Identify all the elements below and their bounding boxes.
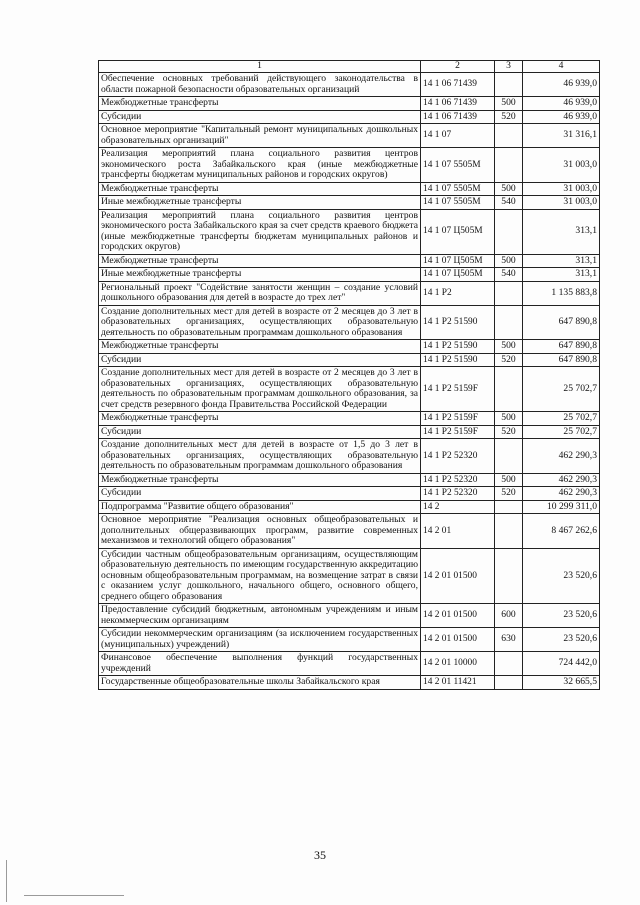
- row-name-cell: Обеспечение основных требований действующего законодательства в области пожарной безопасности образовательных организаций: [99, 73, 421, 97]
- table-row: [99, 500, 600, 514]
- table-row: [99, 124, 600, 148]
- row-code-cell: 14 2 01 01500: [421, 628, 495, 652]
- row-code-cell: 14 1 P2 5159F: [421, 425, 495, 439]
- row-expense-type-cell: 600: [495, 604, 523, 628]
- column-header-2: 2: [421, 61, 495, 73]
- row-code-cell: 14 1 06 71439: [421, 97, 495, 111]
- row-code-cell: 14 1 07 5505M: [421, 182, 495, 196]
- row-name-cell: Межбюджетные трансферты: [99, 412, 421, 426]
- table-row: [99, 268, 600, 282]
- row-code-cell: 14 1 07 Ц505M: [421, 209, 495, 254]
- row-name-cell: Финансовое обеспечение выполнения функций государственных учреждений: [99, 652, 421, 676]
- row-name-cell: Основное мероприятие "Реализация основных общеобразовательных и дополнительных общеразвивающих программ, развитие современных механизмов и технологий общего образования": [99, 514, 421, 549]
- row-expense-type-cell: 500: [495, 340, 523, 354]
- page-number: 35: [314, 848, 326, 862]
- table-row: [99, 254, 600, 268]
- column-header-1: 1: [99, 61, 421, 73]
- table-row: [99, 548, 600, 604]
- row-expense-type-cell: 520: [495, 110, 523, 124]
- table-row: [99, 676, 600, 690]
- row-code-cell: 14 1 P2 52320: [421, 487, 495, 501]
- row-expense-type-cell: [495, 305, 523, 340]
- row-expense-type-cell: [495, 73, 523, 97]
- table-row: [99, 281, 600, 305]
- row-name-cell: Создание дополнительных мест для детей в возрасте от 2 месяцев до 3 лет в образовательных организациях, осуществляющих образовательную деятельность по образовательным программам дошкольного образования, за счет средств резервного фонда Правительства Российской Федерации: [99, 367, 421, 412]
- row-name-cell: Субсидии некоммерческим организациям (за исключением государственных (муниципальных) учреждений): [99, 628, 421, 652]
- row-code-cell: 14 1 06 71439: [421, 110, 495, 124]
- row-amount-cell: 46 939,0: [523, 110, 600, 124]
- table-row: [99, 97, 600, 111]
- row-amount-cell: 1 135 883,8: [523, 281, 600, 305]
- row-code-cell: 14 2 01: [421, 514, 495, 549]
- row-name-cell: Создание дополнительных мест для детей в возрасте от 2 месяцев до 3 лет в образовательных организациях, осуществляющих образовательную деятельность по образовательным программам дошкольного образования: [99, 305, 421, 340]
- table-row: [99, 439, 600, 474]
- row-name-cell: Субсидии: [99, 425, 421, 439]
- row-name-cell: Иные межбюджетные трансферты: [99, 196, 421, 210]
- row-expense-type-cell: 540: [495, 268, 523, 282]
- row-expense-type-cell: [495, 209, 523, 254]
- row-name-cell: Межбюджетные трансферты: [99, 254, 421, 268]
- table-row: [99, 487, 600, 501]
- row-code-cell: 14 1 07 Ц505M: [421, 254, 495, 268]
- row-expense-type-cell: 520: [495, 353, 523, 367]
- row-amount-cell: 23 520,6: [523, 628, 600, 652]
- row-expense-type-cell: [495, 367, 523, 412]
- column-header-4: 4: [523, 61, 600, 73]
- row-name-cell: Создание дополнительных мест для детей в возрасте от 1,5 до 3 лет в образовательных организациях, осуществляющих образовательную деятельность по образовательным программам дошкольного образования: [99, 439, 421, 474]
- row-code-cell: 14 1 07 5505M: [421, 148, 495, 183]
- row-amount-cell: 32 665,5: [523, 676, 600, 690]
- table-row: [99, 110, 600, 124]
- table-row: [99, 209, 600, 254]
- row-code-cell: 14 1 P2 51590: [421, 305, 495, 340]
- row-name-cell: Реализация мероприятий плана социального развития центров экономического роста Забайкальского края за счет средств краевого бюджета (иные межбюджетные трансферты бюджетам муниципальных районов и городских округов): [99, 209, 421, 254]
- row-amount-cell: 313,1: [523, 254, 600, 268]
- row-name-cell: Реализация мероприятий плана социального развития центров экономического роста Забайкальского края (иные межбюджетные трансферты бюджетам муниципальных районов и городских округов): [99, 148, 421, 183]
- row-amount-cell: 462 290,3: [523, 473, 600, 487]
- table-row: [99, 340, 600, 354]
- row-amount-cell: 647 890,8: [523, 353, 600, 367]
- row-expense-type-cell: 630: [495, 628, 523, 652]
- row-amount-cell: 462 290,3: [523, 487, 600, 501]
- row-expense-type-cell: 500: [495, 473, 523, 487]
- row-expense-type-cell: [495, 148, 523, 183]
- row-amount-cell: 31 003,0: [523, 182, 600, 196]
- row-amount-cell: 46 939,0: [523, 97, 600, 111]
- row-code-cell: 14 1 P2 5159F: [421, 412, 495, 426]
- row-code-cell: 14 1 P2: [421, 281, 495, 305]
- row-name-cell: Подпрограмма "Развитие общего образования": [99, 500, 421, 514]
- table-row: [99, 473, 600, 487]
- row-expense-type-cell: 500: [495, 97, 523, 111]
- row-expense-type-cell: [495, 281, 523, 305]
- row-code-cell: 14 1 P2 52320: [421, 439, 495, 474]
- row-name-cell: Региональный проект "Содействие занятости женщин – создание условий дошкольного образования для детей в возрасте до трех лет": [99, 281, 421, 305]
- row-code-cell: 14 1 P2 5159F: [421, 367, 495, 412]
- row-amount-cell: 724 442,0: [523, 652, 600, 676]
- table-row: [99, 412, 600, 426]
- row-code-cell: 14 1 07 Ц505M: [421, 268, 495, 282]
- row-name-cell: Субсидии частным общеобразовательным организациям, осуществляющим образовательную деятельность по имеющим государственную аккредитацию основным общеобразовательным программам, на возмещение затрат в связи с оказанием услуг дошкольного, начального общего, основного общего, среднего общего образования: [99, 548, 421, 604]
- table-row: [99, 514, 600, 549]
- row-name-cell: Межбюджетные трансферты: [99, 473, 421, 487]
- row-name-cell: Межбюджетные трансферты: [99, 340, 421, 354]
- row-name-cell: Иные межбюджетные трансферты: [99, 268, 421, 282]
- row-code-cell: 14 1 P2 51590: [421, 340, 495, 354]
- row-amount-cell: 8 467 262,6: [523, 514, 600, 549]
- row-amount-cell: 46 939,0: [523, 73, 600, 97]
- table-row: [99, 73, 600, 97]
- row-code-cell: 14 2: [421, 500, 495, 514]
- table-row: [99, 182, 600, 196]
- row-amount-cell: 25 702,7: [523, 367, 600, 412]
- row-expense-type-cell: [495, 652, 523, 676]
- row-expense-type-cell: 500: [495, 412, 523, 426]
- table-header-row: [99, 61, 600, 73]
- row-expense-type-cell: 520: [495, 487, 523, 501]
- row-code-cell: 14 2 01 01500: [421, 548, 495, 604]
- row-expense-type-cell: [495, 548, 523, 604]
- row-code-cell: 14 2 01 11421: [421, 676, 495, 690]
- row-amount-cell: 25 702,7: [523, 425, 600, 439]
- row-amount-cell: 23 520,6: [523, 604, 600, 628]
- table-row: [99, 604, 600, 628]
- row-amount-cell: 31 003,0: [523, 148, 600, 183]
- column-header-3: 3: [495, 61, 523, 73]
- table-row: [99, 652, 600, 676]
- table-row: [99, 148, 600, 183]
- row-expense-type-cell: [495, 439, 523, 474]
- row-expense-type-cell: 520: [495, 425, 523, 439]
- table-body: [99, 73, 600, 690]
- row-amount-cell: 462 290,3: [523, 439, 600, 474]
- row-name-cell: Предоставление субсидий бюджетным, автономным учреждениям и иным некоммерческим организациям: [99, 604, 421, 628]
- table-row: [99, 425, 600, 439]
- row-name-cell: Межбюджетные трансферты: [99, 182, 421, 196]
- row-name-cell: Субсидии: [99, 353, 421, 367]
- row-amount-cell: 647 890,8: [523, 340, 600, 354]
- table-row: [99, 305, 600, 340]
- row-amount-cell: 31 316,1: [523, 124, 600, 148]
- row-name-cell: Государственные общеобразовательные школы Забайкальского края: [99, 676, 421, 690]
- row-expense-type-cell: [495, 676, 523, 690]
- row-amount-cell: 23 520,6: [523, 548, 600, 604]
- row-expense-type-cell: 500: [495, 254, 523, 268]
- row-name-cell: Субсидии: [99, 487, 421, 501]
- table-row: [99, 367, 600, 412]
- table-row: [99, 196, 600, 210]
- row-code-cell: 14 2 01 10000: [421, 652, 495, 676]
- row-code-cell: 14 2 01 01500: [421, 604, 495, 628]
- row-amount-cell: 25 702,7: [523, 412, 600, 426]
- row-expense-type-cell: 540: [495, 196, 523, 210]
- row-name-cell: Основное мероприятие "Капитальный ремонт муниципальных дошкольных образовательных организаций": [99, 124, 421, 148]
- budget-table: [98, 60, 600, 690]
- scan-edge-mark: [6, 860, 7, 902]
- row-amount-cell: 10 299 311,0: [523, 500, 600, 514]
- row-name-cell: Межбюджетные трансферты: [99, 97, 421, 111]
- scan-edge-mark: [24, 895, 124, 896]
- table-row: [99, 353, 600, 367]
- table-row: [99, 628, 600, 652]
- row-expense-type-cell: [495, 514, 523, 549]
- row-name-cell: Субсидии: [99, 110, 421, 124]
- row-code-cell: 14 1 07 5505M: [421, 196, 495, 210]
- row-code-cell: 14 1 07: [421, 124, 495, 148]
- row-amount-cell: 313,1: [523, 209, 600, 254]
- row-code-cell: 14 1 P2 52320: [421, 473, 495, 487]
- row-code-cell: 14 1 P2 51590: [421, 353, 495, 367]
- row-expense-type-cell: [495, 500, 523, 514]
- row-expense-type-cell: [495, 124, 523, 148]
- row-code-cell: 14 1 06 71439: [421, 73, 495, 97]
- row-amount-cell: 313,1: [523, 268, 600, 282]
- row-amount-cell: 647 890,8: [523, 305, 600, 340]
- row-expense-type-cell: 500: [495, 182, 523, 196]
- row-amount-cell: 31 003,0: [523, 196, 600, 210]
